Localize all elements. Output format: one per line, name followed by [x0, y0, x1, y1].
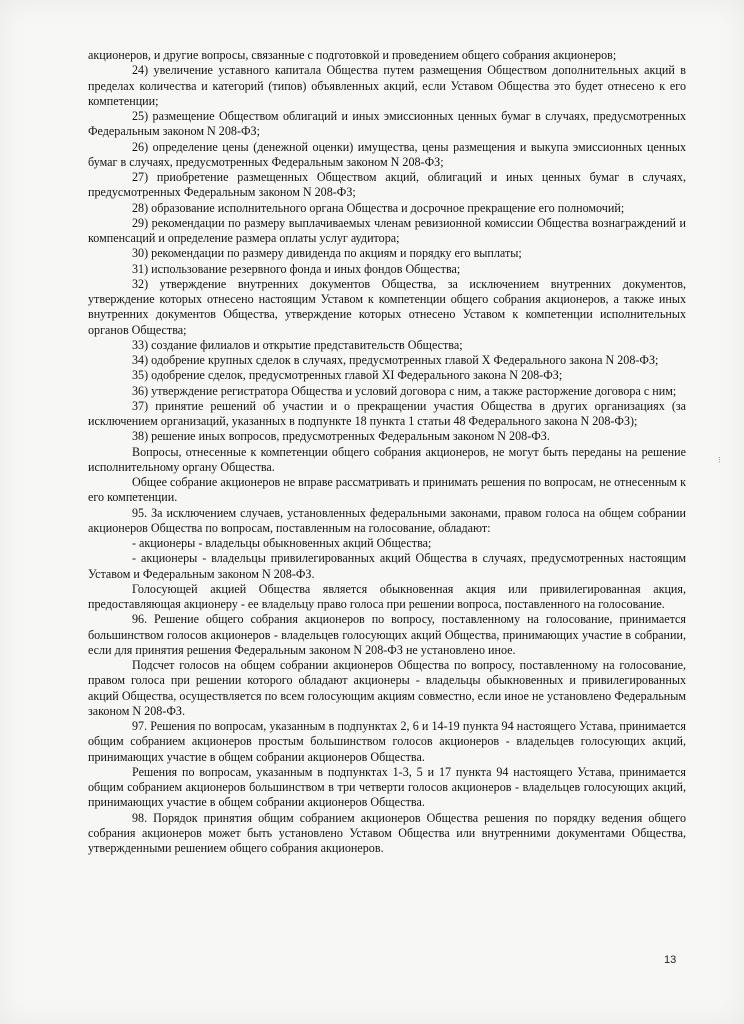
- document-paragraph: Общее собрание акционеров не вправе рассматривать и принимать решения по вопросам, не отнесенным к его компетенции.: [88, 475, 686, 505]
- scan-artifact-mark: ⁝: [718, 456, 721, 466]
- document-paragraph: 98. Порядок принятия общим собранием акционеров Общества решения по порядку ведения общего собрания акционеров может быть установлено Уставом Общества или внутренними документами Общества, утвержденными решением общего собрания акционеров.: [88, 810, 686, 855]
- document-paragraph: 26) определение цены (денежной оценки) имущества, цены размещения и выкупа эмиссионных ценных бумаг в случаях, предусмотренных Федеральным законом N 208-ФЗ;: [88, 139, 686, 169]
- document-paragraph: Голосующей акцией Общества является обыкновенная акция или привилегированная акция, предоставляющая акционеру - ее владельцу право голоса при решении вопроса, поставленного на голосование.: [88, 581, 686, 611]
- document-paragraph: - акционеры - владельцы обыкновенных акций Общества;: [132, 536, 432, 550]
- document-paragraph: 32) утверждение внутренних документов Общества, за исключением внутренних документов, утверждение которых отнесено настоящим Уставом к компетенции общего собрания акционеров, а также иных внутренних документов Общества, утверждение которых отнесено Уставом к компетенции исполнительных органов Общества;: [88, 276, 686, 337]
- document-paragraph: 33) создание филиалов и открытие представительств Общества;: [132, 337, 463, 352]
- document-paragraph: Подсчет голосов на общем собрании акционеров Общества по вопросу, поставленному на голосование, правом голоса при решении которого обладают акционеры - владельцы обыкновенных и привилегированных акций Общества, осуществляется по всем голосующим акциям совместно, если иное не установлено Федеральным законом N 208-ФЗ.: [88, 658, 686, 718]
- document-paragraph: 36) утверждение регистратора Общества и условий договора с ним, а также расторжение договора с ним;: [132, 383, 677, 398]
- document-paragraph: 96. Решение общего собрания акционеров по вопросу, поставленному на голосование, принимается большинством голосов акционеров - владельцев голосующих акций Общества, принимающих участие в собрании, если для принятия решения Федеральным законом N 208-ФЗ не установлено иное.: [88, 612, 686, 657]
- document-paragraph: 38) решение иных вопросов, предусмотренных Федеральным законом N 208-ФЗ.: [132, 429, 550, 444]
- document-paragraph: Решения по вопросам, указанным в подпунктах 1-3, 5 и 17 пункта 94 настоящего Устава, принимается общим собранием акционеров большинством в три четверти голосов акционеров - владельцев голосующих акций, принимающих участие в общем собрании акционеров Общества.: [88, 764, 686, 810]
- document-paragraph: 24) увеличение уставного капитала Общества путем размещения Обществом дополнительных акций в пределах количества и категорий (типов) объявленных акций, если Уставом Общества это будет отнесено к его компетенции;: [88, 63, 686, 108]
- document-paragraph: 34) одобрение крупных сделок в случаях, предусмотренных главой X Федерального закона N 208-ФЗ;: [132, 353, 659, 367]
- document-paragraph: 28) образование исполнительного органа Общества и досрочное прекращение его полномочий;: [132, 200, 625, 215]
- document-paragraph: 97. Решения по вопросам, указанным в подпунктах 2, 6 и 14-19 пункта 94 настоящего Устава, принимается общим собранием акционеров простым большинством голосов акционеров - владельцев голосующих акций, принимающих участие в общем собрании акционеров Общества.: [88, 719, 686, 764]
- document-paragraph: 25) размещение Обществом облигаций и иных эмиссионных ценных бумаг в случаях, предусмотренных Федеральным законом N 208-ФЗ;: [88, 109, 686, 139]
- document-paragraph: 31) использование резервного фонда и иных фондов Общества;: [132, 261, 461, 276]
- document-paragraph: 35) одобрение сделок, предусмотренных главой XI Федерального закона N 208-ФЗ;: [132, 368, 563, 383]
- document-paragraph: акционеров, и другие вопросы, связанные с подготовкой и проведением общего собрания акционеров;: [88, 48, 617, 62]
- document-paragraph: 27) приобретение размещенных Обществом акций, облигаций и иных ценных бумаг в случаях, предусмотренных Федеральным законом N 208-ФЗ;: [88, 170, 686, 200]
- page-number: 13: [664, 954, 677, 966]
- document-body: [88, 48, 686, 856]
- document-paragraph: 30) рекомендации по размеру дивиденда по акциям и порядку его выплаты;: [132, 246, 522, 261]
- document-paragraph: Вопросы, отнесенные к компетенции общего собрания акционеров, не могут быть переданы на решение исполнительному органу Общества.: [88, 444, 686, 474]
- document-paragraph: - акционеры - владельцы привилегированных акций Общества в случаях, предусмотренных настоящим Уставом и Федеральным законом N 208-ФЗ.: [88, 551, 686, 581]
- document-paragraph: 29) рекомендации по размеру выплачиваемых членам ревизионной комиссии Общества вознаграждений и компенсаций и определение размера оплаты услуг аудитора;: [88, 215, 686, 245]
- document-paragraph: 37) принятие решений об участии и о прекращении участия Общества в других организациях (за исключением организаций, указанных в подпункте 18 пункта 1 статьи 48 Федерального закона N 208-ФЗ);: [88, 398, 686, 428]
- document-paragraph: 95. За исключением случаев, установленных федеральными законами, правом голоса на общем собрании акционеров Общества по вопросам, поставленным на голосование, обладают:: [88, 505, 686, 535]
